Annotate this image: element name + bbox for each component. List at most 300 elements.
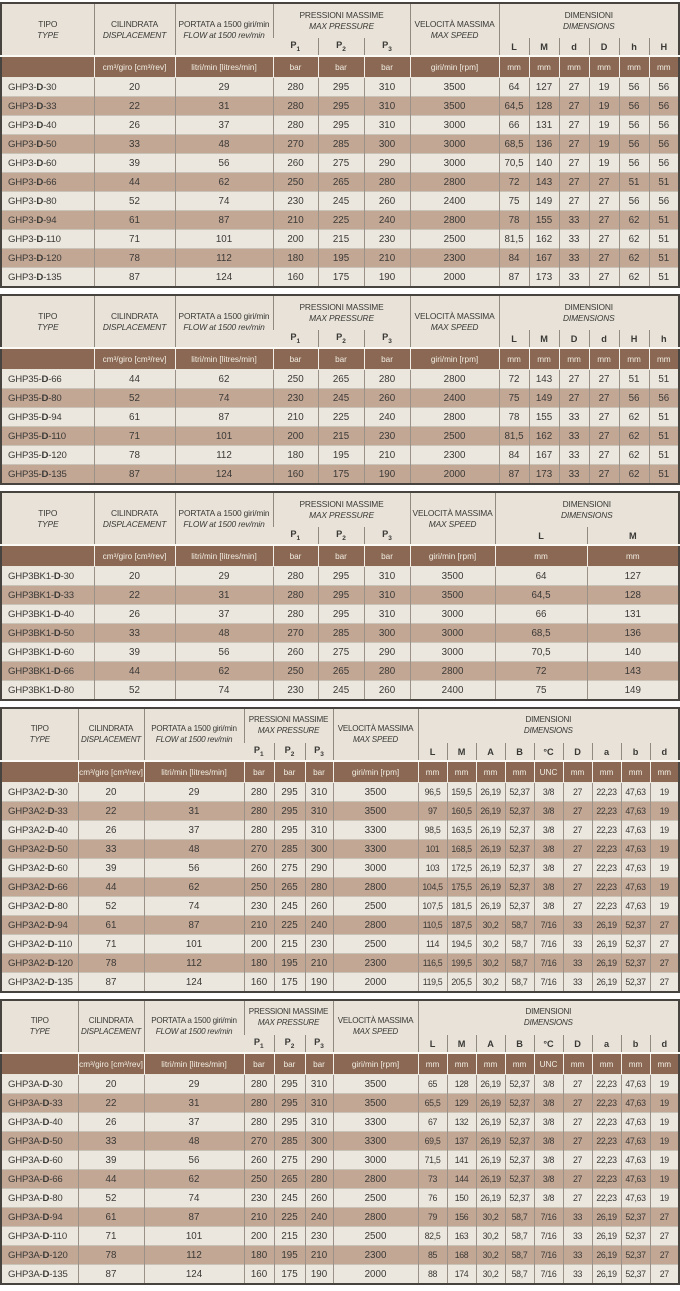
dimension-value: 19 (650, 1094, 679, 1113)
pressure-value-p1: 250 (273, 370, 318, 389)
header-label-en: DISPLACEMENT (102, 518, 167, 529)
dimension-value: 27 (589, 370, 619, 389)
dimension-value: 27 (559, 154, 589, 173)
table-row (1, 1151, 679, 1170)
pressure-value-p3: 300 (364, 624, 410, 643)
dimension-value: 52,37 (621, 935, 650, 954)
model-name: GHP3BK1-D-33 (1, 586, 94, 605)
pressure-value-p1: 280 (244, 802, 274, 821)
dimension-value: 143 (587, 662, 679, 681)
unit-cell-flow: litri/min [litres/min] (175, 56, 273, 78)
dimension-value: 26,19 (592, 1208, 621, 1227)
max-speed-value: 3500 (410, 97, 499, 116)
col-header-tipo (1, 295, 94, 348)
dimension-value: 58,7 (505, 1227, 534, 1246)
pressure-value-p3: 260 (364, 389, 410, 408)
dimension-value: 7/16 (534, 954, 563, 973)
header-label-it: VELOCITÀ MASSIMA (412, 507, 493, 518)
max-speed-value: 3000 (410, 135, 499, 154)
dimension-value: 3/8 (534, 1075, 563, 1094)
pressure-value-p3: 260 (364, 192, 410, 211)
table-row (1, 268, 679, 288)
units-row (1, 56, 679, 78)
header-label-en: DIMENSIONS (563, 21, 615, 31)
dimension-value: 155 (529, 408, 559, 427)
header-label-en: TYPE (29, 1026, 50, 1036)
pressure-value-p3: 310 (305, 1075, 333, 1094)
dimension-value: 27 (559, 173, 589, 192)
dimension-value: 33 (559, 427, 589, 446)
dimension-value: 128 (447, 1075, 476, 1094)
dimension-value: 27 (650, 1246, 679, 1265)
unit-cell-speed: giri/min [rpm] (410, 348, 499, 370)
pressure-value-p2: 265 (318, 370, 364, 389)
model-name: GHP3A2-D-110 (1, 935, 78, 954)
displacement-value: 20 (78, 1075, 144, 1094)
col-header-pressioni (273, 492, 410, 527)
pressure-value-p3: 300 (305, 1132, 333, 1151)
pressure-value-p1: 210 (273, 211, 318, 230)
dimension-value: 27 (589, 389, 619, 408)
model-name: GHP35-D-66 (8, 373, 62, 385)
max-speed-value: 2400 (410, 192, 499, 211)
dimension-value: 22,23 (592, 821, 621, 840)
dimension-value: 33 (563, 1265, 592, 1285)
dimension-value: 101 (418, 840, 447, 859)
pressure-value-p1: 280 (273, 567, 318, 586)
header-label-it: DIMENSIONI (562, 499, 611, 510)
flow-value: 62 (175, 370, 273, 389)
dimension-value: 51 (649, 268, 679, 288)
model-name: GHP3A-D-60 (1, 1151, 78, 1170)
dimension-value: 159,5 (447, 783, 476, 802)
dim-letter: D (563, 1035, 592, 1053)
model-name: GHP3A-D-120 (1, 1246, 78, 1265)
flow-value: 112 (175, 446, 273, 465)
dimension-value: 62 (619, 211, 649, 230)
header-label-it: PORTATA a 1500 giri/min (178, 507, 270, 518)
col-header-velocita (333, 708, 418, 761)
header-label-it: TIPO (30, 723, 49, 733)
dimension-value: 73 (418, 1170, 447, 1189)
dimension-value: 27 (589, 192, 619, 211)
displacement-value: 61 (94, 408, 175, 427)
dimension-value: 26,19 (476, 1189, 505, 1208)
dimension-value: 3/8 (534, 1189, 563, 1208)
dimension-value: 97 (418, 802, 447, 821)
header-label-en: MAX SPEED (430, 29, 479, 40)
dim-letter: L (418, 743, 447, 761)
dimension-value: 56 (619, 192, 649, 211)
pressure-sub-p2: $P_2$ (318, 38, 364, 56)
model-name: GHP3A-D-94 (1, 1208, 78, 1227)
displacement-value: 26 (94, 605, 175, 624)
pressure-value-p3: 280 (305, 1170, 333, 1189)
pressure-value-p1: 280 (244, 821, 274, 840)
header-label-it: DIMENSIONI (564, 10, 613, 21)
dimension-value: 52,37 (505, 1113, 534, 1132)
dimension-value: 22,23 (592, 840, 621, 859)
table-row (1, 643, 679, 662)
dimension-value: 58,7 (505, 935, 534, 954)
header-label-en: FLOW at 1500 rev/min (183, 321, 265, 332)
pressure-value-p2: 245 (274, 897, 305, 916)
pressure-value-p3: 210 (305, 1246, 333, 1265)
model-name: GHP3BK1-D-50 (1, 624, 94, 643)
header-label-en: FLOW at 1500 rev/min (183, 29, 265, 40)
model-name: GHP3-D-60 (1, 154, 94, 173)
displacement-value: 61 (78, 1208, 144, 1227)
col-header-dimensioni (499, 295, 679, 330)
dim-letter: B (505, 1035, 534, 1053)
flow-value: 29 (175, 78, 273, 97)
pressure-sub-p2: $P_2$ (274, 743, 305, 761)
dimension-value: 52,37 (621, 1246, 650, 1265)
unit-cell-empty (1, 761, 78, 783)
dimension-value: 52,37 (505, 859, 534, 878)
displacement-value: 22 (78, 1094, 144, 1113)
dimension-value: 26,19 (592, 954, 621, 973)
unit-cell-bar: bar (318, 545, 364, 567)
units-row (1, 545, 679, 567)
flow-value: 31 (175, 97, 273, 116)
dimension-value: 62 (619, 249, 649, 268)
unit-cell-bar: bar (274, 761, 305, 783)
unit-cell-displacement: cm³/giro [cm³/rev] (94, 545, 175, 567)
dimension-value: 51 (649, 446, 679, 465)
col-header-tipo (1, 708, 78, 761)
flow-value: 29 (144, 1075, 244, 1094)
dimension-value: 47,63 (621, 1113, 650, 1132)
max-speed-value: 3500 (333, 1075, 418, 1094)
dimension-value: 26,19 (592, 1265, 621, 1285)
dimension-value: 26,19 (476, 1113, 505, 1132)
pressure-value-p2: 275 (318, 154, 364, 173)
header-label-en: MAX PRESSURE (309, 313, 374, 323)
flow-value: 37 (175, 605, 273, 624)
max-speed-value: 3300 (333, 840, 418, 859)
col-header-dimensioni (418, 1000, 679, 1035)
header-label-it: PRESSIONI MASSIME (299, 302, 384, 313)
dimension-value: 19 (650, 1151, 679, 1170)
dimension-value: 33 (563, 954, 592, 973)
pressure-value-p1: 230 (244, 1189, 274, 1208)
unit-cell-dim: mm (447, 1053, 476, 1075)
dimension-value: 3/8 (534, 1113, 563, 1132)
dimension-value: 128 (529, 97, 559, 116)
dimension-value: 78 (499, 211, 529, 230)
displacement-value: 52 (94, 681, 175, 701)
model-name: GHP3A2-D-80 (1, 897, 78, 916)
dimension-value: 27 (559, 97, 589, 116)
pressure-value-p1: 280 (244, 1075, 274, 1094)
dimension-value: 58,7 (505, 916, 534, 935)
pressure-value-p1: 230 (273, 681, 318, 701)
dimension-value: 26,19 (592, 935, 621, 954)
dimension-value: 7/16 (534, 935, 563, 954)
flow-value: 56 (175, 643, 273, 662)
dimension-value: 19 (650, 1113, 679, 1132)
header-label-it: PRESSIONI MASSIME (299, 499, 384, 510)
dim-letter: A (476, 1035, 505, 1053)
dimension-value: 3/8 (534, 1151, 563, 1170)
table-row (1, 173, 679, 192)
pressure-value-p1: 200 (244, 1227, 274, 1246)
pressure-value-p2: 195 (318, 249, 364, 268)
unit-cell-speed: giri/min [rpm] (333, 761, 418, 783)
header-label-en: MAX PRESSURE (309, 510, 374, 520)
dimension-value: 56 (619, 78, 649, 97)
unit-cell-speed: giri/min [rpm] (410, 56, 499, 78)
pressure-value-p3: 210 (305, 954, 333, 973)
dimension-value: 26,19 (592, 1227, 621, 1246)
pressure-value-p1: 250 (273, 662, 318, 681)
header-label-en: TYPE (37, 321, 59, 332)
pressure-value-p3: 310 (364, 78, 410, 97)
unit-cell-speed: giri/min [rpm] (333, 1053, 418, 1075)
unit-cell-displacement: cm³/giro [cm³/rev] (94, 56, 175, 78)
pressure-value-p1: 250 (244, 878, 274, 897)
header-label-it: VELOCITÀ MASSIMA (414, 310, 495, 321)
pressure-value-p2: 295 (318, 567, 364, 586)
unit-cell-flow: litri/min [litres/min] (144, 1053, 244, 1075)
model-name: GHP3BK1-D-30 (8, 570, 74, 582)
table-row (1, 135, 679, 154)
dimension-value: 26,19 (476, 802, 505, 821)
dimension-value: 194,5 (447, 935, 476, 954)
pressure-value-p3: 280 (305, 878, 333, 897)
header-label-en: TYPE (37, 518, 59, 529)
table-row (1, 1208, 679, 1227)
dimension-value: 22,23 (592, 1189, 621, 1208)
unit-cell-bar: bar (318, 348, 364, 370)
dimension-value: 56 (649, 135, 679, 154)
unit-cell-flow: litri/min [litres/min] (175, 545, 273, 567)
dimension-value: 26,19 (476, 1132, 505, 1151)
dimension-value: 47,63 (621, 1189, 650, 1208)
model-name: GHP35-D-94 (1, 408, 94, 427)
unit-cell-dim: mm (621, 1053, 650, 1075)
pressure-value-p2: 295 (274, 1075, 305, 1094)
dimension-value: 51 (649, 211, 679, 230)
dim-letter: D (563, 743, 592, 761)
col-header-tipo (1, 492, 94, 545)
dimension-value: 62 (619, 408, 649, 427)
dimension-value: 119,5 (418, 973, 447, 993)
table-row (1, 897, 679, 916)
pressure-value-p3: 290 (364, 643, 410, 662)
pressure-value-p3: 310 (364, 97, 410, 116)
displacement-value: 78 (78, 954, 144, 973)
dimension-value: 84 (499, 249, 529, 268)
dimension-value: 66 (499, 116, 529, 135)
unit-cell-bar: bar (305, 761, 333, 783)
displacement-value: 33 (94, 135, 175, 154)
flow-value: 74 (175, 192, 273, 211)
model-name: GHP3A2-D-94 (1, 916, 78, 935)
max-speed-value: 2800 (410, 370, 499, 389)
dimension-value: 143 (529, 370, 559, 389)
pressure-value-p3: 310 (305, 1094, 333, 1113)
pressure-value-p2: 275 (318, 643, 364, 662)
displacement-value: 71 (78, 935, 144, 954)
pressure-value-p2: 175 (318, 465, 364, 485)
model-name: GHP3-D-135 (1, 268, 94, 288)
unit-cell-dim: mm (587, 545, 679, 567)
dimension-value: 52,37 (505, 1132, 534, 1151)
model-name: GHP3A2-D-40 (1, 821, 78, 840)
dimension-value: 33 (563, 935, 592, 954)
model-name: GHP3A-D-40 (1, 1113, 78, 1132)
unit-cell-bar: bar (305, 1053, 333, 1075)
displacement-value: 26 (78, 1113, 144, 1132)
dimension-value: 47,63 (621, 802, 650, 821)
header-label-en: MAX SPEED (353, 1026, 398, 1036)
dimension-value: 22,23 (592, 1151, 621, 1170)
pressure-value-p1: 160 (273, 465, 318, 485)
model-name: GHP3BK1-D-60 (1, 643, 94, 662)
header-label-en: MAX SPEED (428, 518, 477, 529)
displacement-value: 87 (78, 1265, 144, 1285)
displacement-value: 39 (94, 154, 175, 173)
table-row (1, 821, 679, 840)
table-row (1, 1075, 679, 1094)
dimension-value: 33 (559, 230, 589, 249)
pressure-value-p1: 270 (273, 135, 318, 154)
dim-letter: L (499, 330, 529, 348)
dimension-value: 64 (495, 567, 587, 586)
header-label-it: VELOCITÀ MASSIMA (337, 723, 414, 733)
table-row (1, 878, 679, 897)
dimension-value: 26,19 (476, 840, 505, 859)
flow-value: 31 (144, 1094, 244, 1113)
dimension-value: 47,63 (621, 897, 650, 916)
max-speed-value: 3500 (410, 567, 495, 586)
dimension-value: 27 (589, 408, 619, 427)
model-name: GHP3-D-80 (1, 192, 94, 211)
dimension-value: 51 (649, 465, 679, 485)
dimension-value: 7/16 (534, 1208, 563, 1227)
unit-cell-dim: mm (559, 348, 589, 370)
dimension-value: 19 (650, 1170, 679, 1189)
pressure-value-p1: 180 (244, 954, 274, 973)
pressure-value-p1: 160 (244, 973, 274, 993)
unit-cell-empty (1, 56, 94, 78)
dimension-value: 22,23 (592, 1094, 621, 1113)
max-speed-value: 3000 (410, 624, 495, 643)
unit-cell-dim: UNC (534, 761, 563, 783)
header-label-en: FLOW at 1500 rev/min (155, 1026, 233, 1036)
dimension-value: 132 (447, 1113, 476, 1132)
dimension-value: 52,37 (505, 802, 534, 821)
max-speed-value: 2300 (410, 446, 499, 465)
dimension-value: 27 (650, 954, 679, 973)
dimension-value: 26,19 (476, 783, 505, 802)
dimension-value: 168,5 (447, 840, 476, 859)
max-speed-value: 3000 (410, 643, 495, 662)
col-header-pressioni (244, 708, 333, 743)
max-speed-value: 2300 (333, 1246, 418, 1265)
dimension-value: 56 (649, 154, 679, 173)
max-speed-value: 3300 (333, 821, 418, 840)
dimension-value: 175,5 (447, 878, 476, 897)
spec-table-GHP3BK1-D (0, 491, 680, 701)
pressure-value-p3: 260 (305, 897, 333, 916)
dimension-value: 56 (649, 192, 679, 211)
dimension-value: 58,7 (505, 973, 534, 993)
dimension-value: 114 (418, 935, 447, 954)
dimension-value: 52,37 (621, 954, 650, 973)
dimension-value: 19 (589, 97, 619, 116)
dimension-value: 82,5 (418, 1227, 447, 1246)
dimension-value: 71,5 (418, 1151, 447, 1170)
dimension-value: 19 (589, 154, 619, 173)
table-row (1, 249, 679, 268)
header-label-it: PRESSIONI MASSIME (248, 1007, 329, 1017)
displacement-value: 20 (78, 783, 144, 802)
flow-value: 101 (175, 230, 273, 249)
dimension-value: 47,63 (621, 1151, 650, 1170)
pressure-value-p2: 295 (318, 116, 364, 135)
dimension-value: 52,37 (505, 821, 534, 840)
pressure-value-p3: 190 (364, 465, 410, 485)
dimension-value: 62 (619, 446, 649, 465)
header-row (1, 708, 679, 743)
dim-letter: d (650, 743, 679, 761)
pressure-value-p3: 280 (364, 370, 410, 389)
dimension-value: 131 (529, 116, 559, 135)
header-label-it: PORTATA a 1500 giri/min (151, 723, 237, 733)
max-speed-value: 2500 (333, 1227, 418, 1246)
table-row (1, 954, 679, 973)
dimension-value: 3/8 (534, 1094, 563, 1113)
dimension-value: 27 (563, 1094, 592, 1113)
pressure-sub-p1: $P_1$ (244, 1035, 274, 1053)
dimension-value: 27 (589, 268, 619, 288)
dim-letter: h (619, 38, 649, 56)
col-header-portata (175, 3, 273, 56)
pressure-sub-p3: $P_3$ (305, 1035, 333, 1053)
pressure-value-p2: 295 (318, 78, 364, 97)
dimension-value: 56 (619, 116, 649, 135)
model-name: GHP3A-D-135 (1, 1265, 78, 1285)
pressure-value-p2: 265 (274, 1170, 305, 1189)
pressure-value-p1: 230 (273, 192, 318, 211)
header-label-it: DIMENSIONI (564, 302, 613, 313)
pressure-sub-p3: $P_3$ (364, 527, 410, 545)
dimension-value: 22,23 (592, 897, 621, 916)
pressure-value-p2: 295 (274, 821, 305, 840)
dimension-value: 173 (529, 268, 559, 288)
displacement-value: 71 (94, 427, 175, 446)
dimension-value: 27 (563, 1113, 592, 1132)
flow-value: 48 (144, 840, 244, 859)
col-header-cilindrata (94, 295, 175, 348)
max-speed-value: 2800 (410, 173, 499, 192)
flow-value: 56 (144, 859, 244, 878)
max-speed-value: 3500 (410, 586, 495, 605)
pressure-sub-p1: $P_1$ (244, 743, 274, 761)
pressure-sub-p3: $P_3$ (305, 743, 333, 761)
col-header-velocita (410, 3, 499, 56)
dimension-value: 107,5 (418, 897, 447, 916)
max-speed-value: 2300 (333, 954, 418, 973)
table-row (1, 567, 679, 586)
pressure-value-p1: 270 (244, 840, 274, 859)
pressure-value-p3: 310 (364, 605, 410, 624)
model-name: GHP3-D-50 (1, 135, 94, 154)
dimension-value: 70,5 (499, 154, 529, 173)
